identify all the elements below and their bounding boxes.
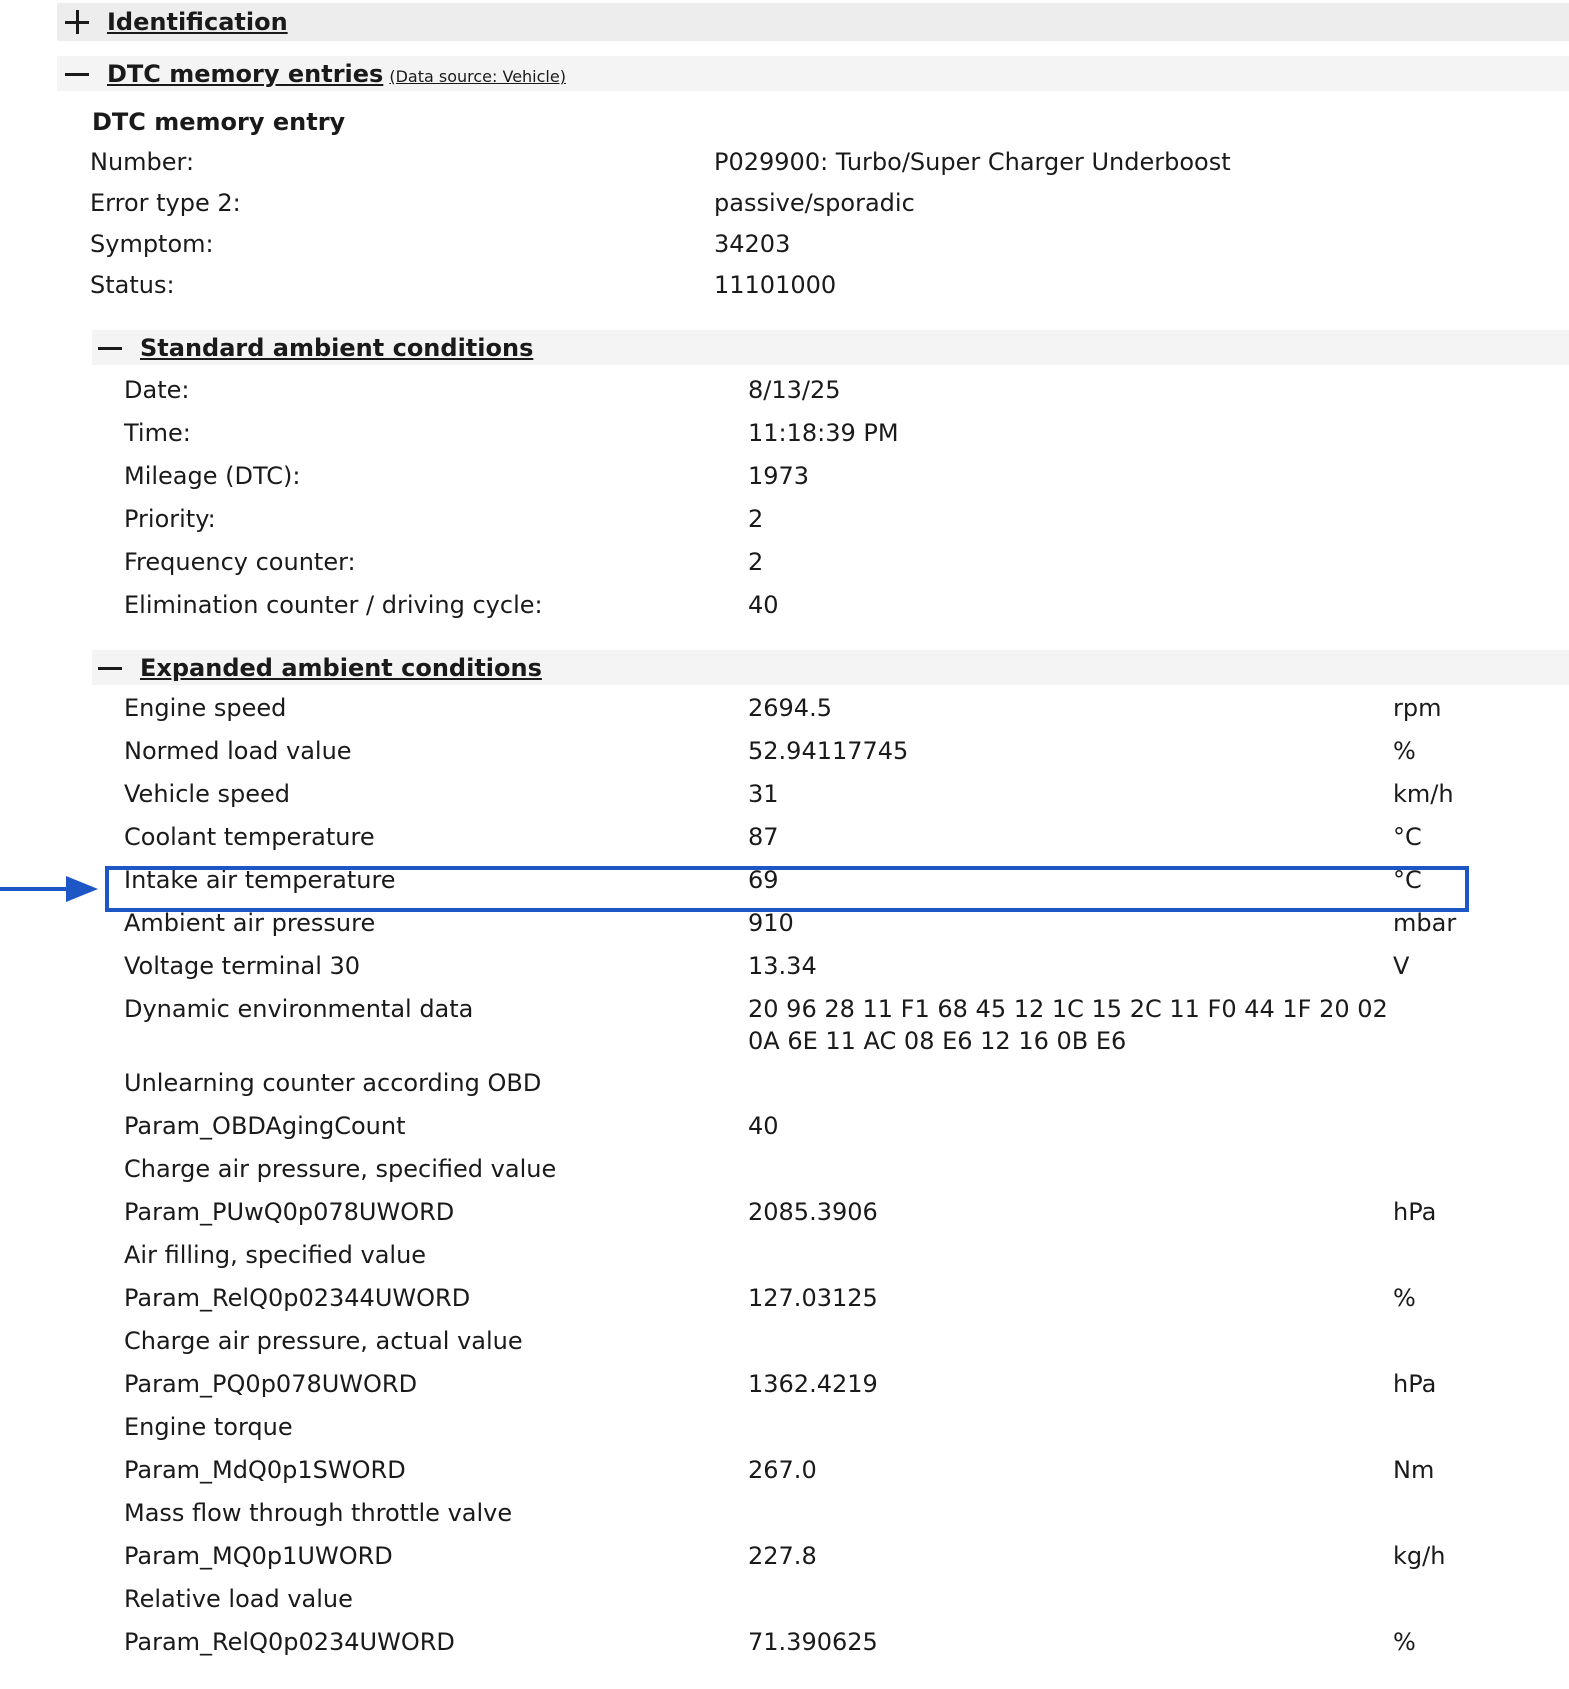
field-unit: % [1393,1284,1416,1312]
field-value: 34203 [714,230,791,258]
field-unit: °C [1393,823,1422,851]
field-label: Param_MQ0p1UWORD [124,1542,393,1570]
field-label: Param_PUwQ0p078UWORD [124,1198,455,1226]
field-value: 20 96 28 11 F1 68 45 12 1C 15 2C 11 F0 44 1F 20 02 0A 6E 11 AC 08 E6 12 16 0B E6 [748,995,1388,1055]
field-label: Charge air pressure, specified value [124,1155,557,1183]
section-header-standard-ambient-conditions[interactable] [92,330,1569,365]
field-value: 1973 [748,462,810,490]
field-value: 2 [748,548,764,576]
field-label: Dynamic environmental data [124,995,474,1023]
field-label: Normed load value [124,737,352,765]
field-label: Time: [124,419,191,447]
field-label: Vehicle speed [124,780,290,808]
field-value: 2 [748,505,764,533]
field-unit: hPa [1393,1198,1437,1226]
field-value: 267.0 [748,1456,817,1484]
field-unit: % [1393,1628,1416,1656]
field-value: 13.34 [748,952,817,980]
field-value: 87 [748,823,779,851]
field-value: 2694.5 [748,694,832,722]
arrow-right-icon [0,874,100,904]
field-unit: °C [1393,866,1422,894]
section-title-expanded-ambient-conditions[interactable]: Expanded ambient conditions [140,653,542,682]
field-label: Param_RelQ0p02344UWORD [124,1284,471,1312]
field-value: 71.390625 [748,1628,878,1656]
field-label: Engine speed [124,694,287,722]
collapse-minus-icon[interactable] [98,336,122,360]
field-label: Frequency counter: [124,548,356,576]
section-header-dtc-memory-entries[interactable] [57,56,1569,91]
field-label: Engine torque [124,1413,293,1441]
dtc-entry-title: DTC memory entry [92,108,346,136]
field-value: 31 [748,780,779,808]
field-label: Intake air temperature [124,866,396,894]
field-value: 910 [748,909,794,937]
field-label: Error type 2: [90,189,241,217]
field-value: 40 [748,1112,779,1140]
field-label: Mass flow through throttle valve [124,1499,513,1527]
field-label: Mileage (DTC): [124,462,301,490]
highlight-box [105,866,1469,912]
field-label: Priority: [124,505,216,533]
field-value: 1362.4219 [748,1370,878,1398]
section-title-dtc-memory-entries[interactable]: DTC memory entries [107,59,384,88]
field-unit: V [1393,952,1410,980]
field-label: Date: [124,376,190,404]
field-value: 69 [748,866,779,894]
field-value: 2085.3906 [748,1198,878,1226]
field-label: Voltage terminal 30 [124,952,361,980]
field-unit: hPa [1393,1370,1437,1398]
section-header-expanded-ambient-conditions[interactable] [92,650,1569,685]
section-header-identification[interactable] [57,3,1569,41]
field-label: Param_PQ0p078UWORD [124,1370,418,1398]
field-value: 227.8 [748,1542,817,1570]
field-label: Relative load value [124,1585,353,1613]
field-label: Ambient air pressure [124,909,376,937]
field-label: Coolant temperature [124,823,375,851]
field-label: Symptom: [90,230,214,258]
field-label: Unlearning counter according OBD [124,1069,542,1097]
expand-plus-icon[interactable] [65,10,89,34]
field-value: 127.03125 [748,1284,878,1312]
field-label: Param_MdQ0p1SWORD [124,1456,406,1484]
field-value: 52.94117745 [748,737,909,765]
field-unit: rpm [1393,694,1442,722]
section-title-identification[interactable]: Identification [107,8,288,36]
field-value: 8/13/25 [748,376,841,404]
field-value: 40 [748,591,779,619]
field-unit: km/h [1393,780,1454,808]
field-label: Charge air pressure, actual value [124,1327,523,1355]
field-label: Status: [90,271,175,299]
field-unit: Nm [1393,1456,1435,1484]
field-unit: % [1393,737,1416,765]
collapse-minus-icon[interactable] [98,656,122,680]
field-unit: kg/h [1393,1542,1446,1570]
field-value: 11101000 [714,271,837,299]
field-label: Air filling, specified value [124,1241,427,1269]
collapse-minus-icon[interactable] [65,62,89,86]
field-unit: mbar [1393,909,1457,937]
field-label: Elimination counter / driving cycle: [124,591,543,619]
section-title-standard-ambient-conditions[interactable]: Standard ambient conditions [140,333,534,362]
field-value: P029900: Turbo/Super Charger Underboost [714,148,1231,176]
field-value: passive/sporadic [714,189,915,217]
field-label: Param_RelQ0p0234UWORD [124,1628,455,1656]
field-value: 11:18:39 PM [748,419,899,447]
field-label: Param_OBDAgingCount [124,1112,406,1140]
data-source-label: (Data source: Vehicle) [389,67,566,86]
field-label: Number: [90,148,195,176]
